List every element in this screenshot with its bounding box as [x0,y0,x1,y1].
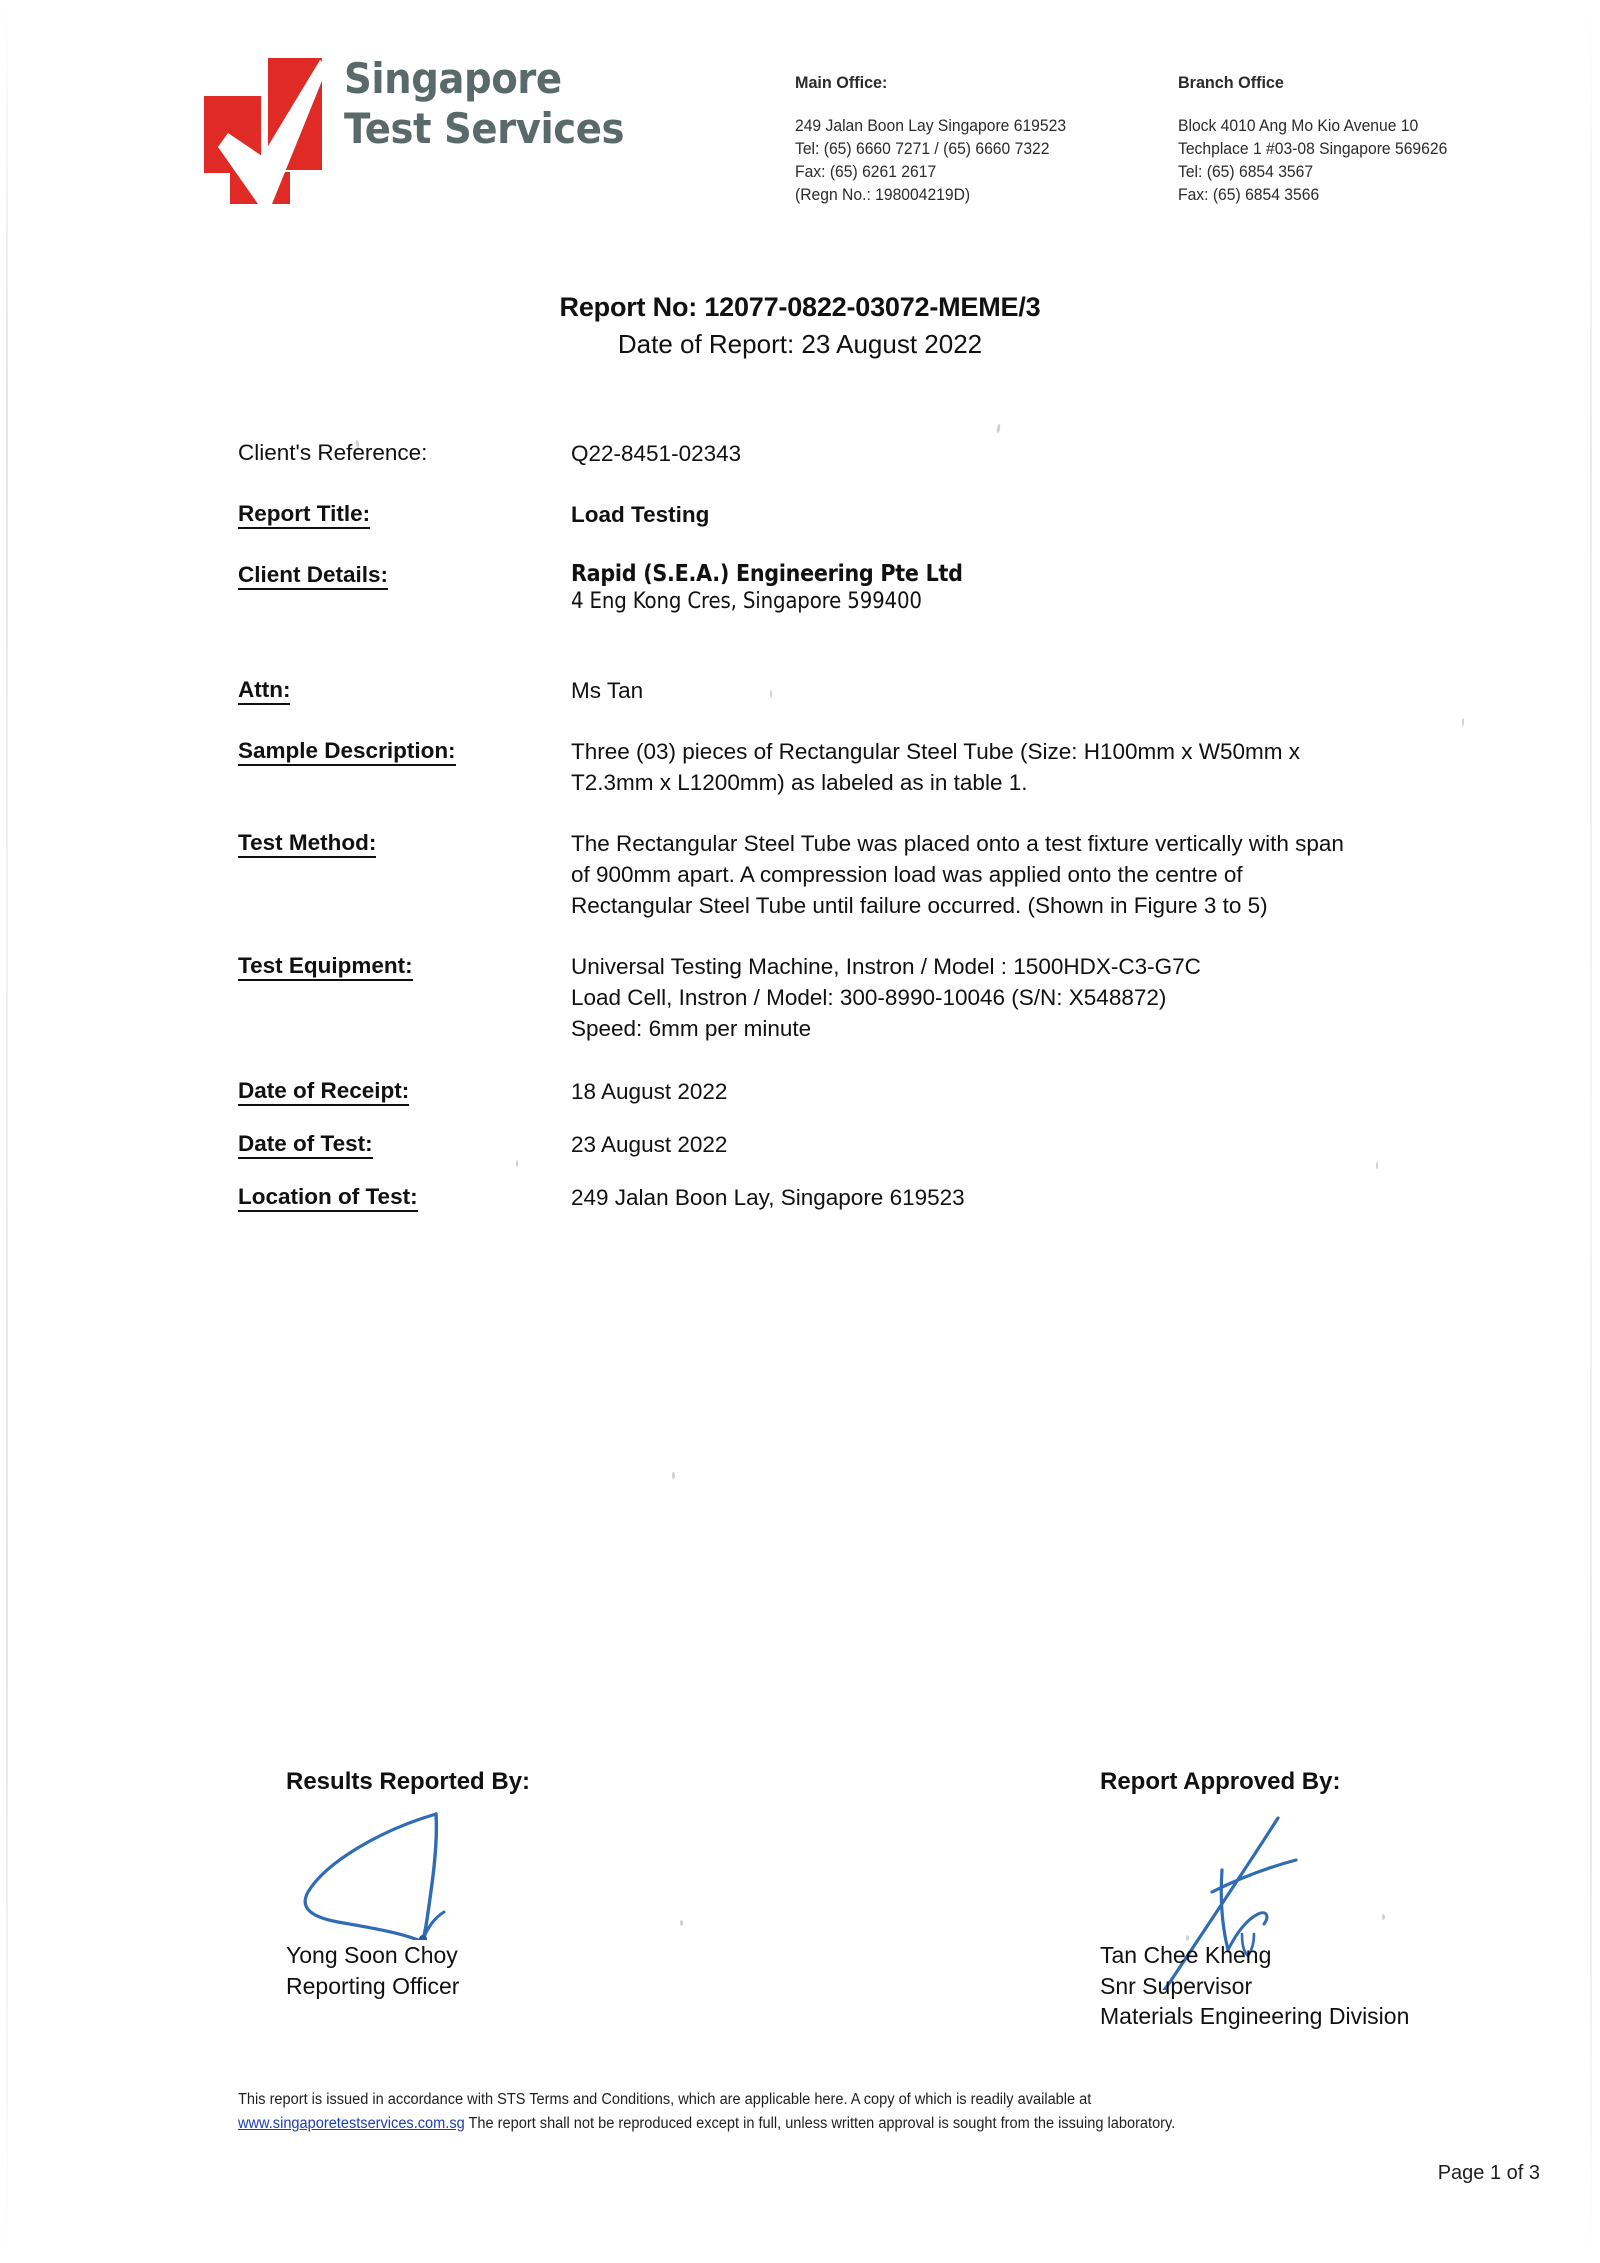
company-logo [196,44,625,224]
spacer [238,706,1538,736]
spacer [238,469,1538,499]
field-location-of-test [238,1182,1538,1213]
reported-by-heading: Results Reported By: [286,1768,531,1795]
sample-description-line-2: T2.3mm x L1200mm) as labeled as in table 1. [571,769,1028,795]
field-date-of-receipt [238,1076,1538,1107]
test-method-line-3: Rectangular Steel Tube until failure occurred. (Shown in Figure 3 to 5) [571,892,1268,918]
field-client-reference [238,438,1538,469]
checkmark-logo-icon [196,44,326,204]
main-office-address: 249 Jalan Boon Lay Singapore 619523 [795,117,1067,135]
field-attn [238,675,1538,706]
test-equipment-line-2: Load Cell, Instron / Model: 300-8990-10046 (S/N: X548872) [571,985,1167,1011]
value-date-of-receipt: 18 August 2022 [571,1079,728,1105]
field-sample-description [238,736,1538,798]
scan-speck [996,424,1001,433]
scan-speck [516,1160,518,1167]
main-office-block [795,73,1165,207]
reported-by-details [286,1940,806,2001]
approved-by-name: Tan Chee Kheng [1100,1942,1272,1968]
value-attn: Ms Tan [571,677,644,703]
spacer [238,1107,1538,1129]
value-test-equipment [571,951,1538,1044]
test-equipment-line-1: Universal Testing Machine, Instron / Model : 1500HDX-C3-G7C [571,954,1201,980]
value-client-details [571,560,1538,617]
document-footer [238,2088,1548,2136]
approved-by-division: Materials Engineering Division [1100,2003,1410,2030]
document-header [0,0,1600,250]
approved-by-role: Snr Supervisor [1100,1972,1253,1999]
approved-by-heading: Report Approved By: [1100,1768,1341,1795]
main-office-fax: Fax: (65) 6261 2617 [795,163,937,182]
signature-block-approved-by [1100,1768,1600,2032]
branch-office-address-1: Block 4010 Ang Mo Kio Avenue 10 [1178,117,1419,135]
spacer [238,921,1538,951]
field-report-title [238,499,1538,530]
company-wordmark [344,54,704,153]
spacer [238,1160,1538,1182]
value-date-of-test: 23 August 2022 [571,1132,728,1158]
scan-speck [680,1920,683,1926]
field-client-details [238,560,1538,617]
page-number: Page 1 of 3 [1437,2162,1540,2184]
scan-speck [770,690,772,698]
test-method-line-2: of 900mm apart. A compression load was applied onto the centre of [571,861,1243,887]
main-office-regn: (Regn No.: 198004219D) [795,186,971,205]
scan-speck [1462,718,1464,726]
footer-terms-rest: The report shall not be reproduced except in full, unless written approval is sought from the issuing laboratory. [464,2115,1176,2133]
footer-website-link[interactable]: www.singaporetestservices.com.sg [238,2115,465,2133]
field-test-equipment [238,951,1538,1044]
spacer [238,798,1538,828]
test-equipment-line-3: Speed: 6mm per minute [571,1016,812,1042]
main-office-tel: Tel: (65) 6660 7271 / (65) 6660 7322 [795,140,1050,159]
label-attn: Attn: [238,675,571,704]
reported-by-role: Reporting Officer [286,1972,460,1999]
branch-office-address-2: Techplace 1 #03-08 Singapore 569626 [1178,140,1448,159]
sample-description-line-1: Three (03) pieces of Rectangular Steel Tube (Size: H100mm x W50mm x [571,738,1301,764]
value-location-of-test: 249 Jalan Boon Lay, Singapore 619523 [571,1185,965,1211]
footer-terms-line-1: This report is issued in accordance with STS Terms and Conditions, which are applicable here. A copy of which is readily available at [238,2091,1092,2108]
branch-office-fax: Fax: (65) 6854 3566 [1178,186,1320,205]
reported-by-signature-image [286,1800,716,1940]
branch-office-tel: Tel: (65) 6854 3567 [1178,163,1314,182]
branch-office-title: Branch Office [1178,73,1284,92]
signature-block-reported-by [286,1768,806,2001]
report-date: Date of Report: 23 August 2022 [617,329,983,359]
report-fields [238,438,1538,1213]
field-date-of-test [238,1129,1538,1160]
test-method-line-1: The Rectangular Steel Tube was placed onto a test fixture vertically with span [571,830,1344,856]
label-report-title: Report Title: [238,499,571,528]
spacer [238,617,1538,675]
label-date-of-test: Date of Test: [238,1129,571,1158]
label-client-details: Client Details: [238,560,571,589]
branch-office-block [1178,73,1548,207]
report-number: Report No: 12077-0822-03072-MEME/3 [559,292,1041,322]
client-company-address: 4 Eng Kong Cres, Singapore 599400 [571,589,922,615]
label-date-of-receipt: Date of Receipt: [238,1076,571,1105]
wordmark-line-1: Singapore [344,54,562,103]
wordmark-line-2: Test Services [344,103,625,153]
value-client-reference: Q22-8451-02343 [571,441,742,466]
label-test-method: Test Method: [238,828,571,857]
footer-terms-line-2 [238,2112,1469,2136]
label-client-reference: Client's Reference: [238,440,428,465]
client-company-name: Rapid (S.E.A.) Engineering Pte Ltd [571,561,963,588]
value-test-method [571,828,1538,921]
spacer [238,1044,1538,1076]
approved-by-details [1100,1940,1600,2032]
spacer [238,530,1538,560]
label-sample-description: Sample Description: [238,736,571,765]
report-heading [0,292,1600,360]
scan-speck [1382,1914,1385,1920]
field-test-method [238,828,1538,921]
signature-section [0,1768,1600,2068]
reported-by-name: Yong Soon Choy [286,1942,458,1968]
value-report-title: Load Testing [571,502,710,528]
scan-speck [672,1472,675,1479]
main-office-title: Main Office: [795,73,888,92]
label-test-equipment: Test Equipment: [238,951,571,980]
value-sample-description [571,736,1538,798]
approved-by-signature-image [1100,1800,1530,1940]
label-location-of-test: Location of Test: [238,1182,571,1211]
scan-speck [1376,1162,1378,1169]
